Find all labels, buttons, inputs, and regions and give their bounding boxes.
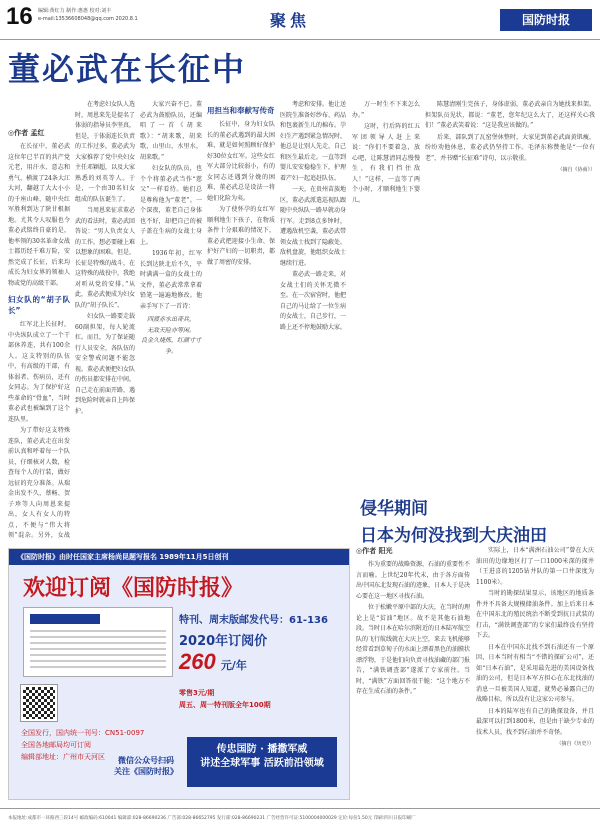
- paragraph: 当时的勘探结果显示，该地区的地质条件并不具备大规模储油条件。加上后来日本在中国东北的殖民统治不断受到抗日武装的打击，“满铁调查部”的专家们最终没有坚持下去。: [476, 590, 594, 639]
- ad-note: [179, 687, 339, 711]
- paragraph: 妇女队的队员，也个个将董必武当作“慈父”一样看待。她们总是尊称他为“董老”。一个深夜，董老自己身体也不好，却把自己的被子盖在生病的女战士身上。: [140, 165, 202, 246]
- newspaper-image: [23, 607, 173, 677]
- poem-line: 四渡赤水出奇兵，: [146, 316, 195, 323]
- side-article-col-2: [476, 546, 594, 804]
- paragraph: 1936年初，红军长到达陕北后不久，平时满满一盒的女战士的文件，董必武常常拿着铅笔一遍遍地修改。他亲手写下了一首诗：: [140, 250, 202, 310]
- side-article-byline: ◎作者 阳光: [356, 547, 393, 555]
- main-article-source: （摘自《协商》）: [557, 167, 595, 173]
- ad-info-item: 全国各地邮局均可订阅: [21, 741, 91, 749]
- paragraph: 红军北上长征时，中央纵队成立了一个干部休养连，共有100余人。这支特别的队伍中，有高级的干部，有体弱者、伤病员，还有女同志。为了保护好这些革命的“骨血”，当时董必武也被编到了这个连队里。: [8, 321, 70, 423]
- paragraph: 当周恩来征求董必武的看法时，董必武回答说：“男人负责女人的工作，想必要碰上难以想象的困难。但是，长征是特殊的战斗，在这特殊的战役中，我绝对听从党的安排。”从此，董必武便成为妇女队的“胡子队长”。: [75, 207, 135, 309]
- poem-line: 良金久烧炼，红颜寸寸争。: [140, 337, 201, 355]
- ad-postal-code: 特刊、周末版邮发代号：61-136: [179, 615, 328, 626]
- main-article-col-1: [8, 128, 70, 540]
- paragraph: 作为重要的战略资源，石油的重要性不言而喻。上世纪20年代末，由于各方面传出中国东北发现石油的迹象，日本人于是决心要在这一地区寻找石油。: [356, 561, 470, 600]
- paragraph: 长征中，身为妇女队长的董必武遇到的最大困难，就是如何照顾好保护好30位女红军。这些女红军大部分比较弱小，有的女同志还遇到分娩的困难，董必武总是设法一将她们化险为夷。: [207, 121, 275, 202]
- poem-line: 无敌天险亦等闲。: [146, 326, 195, 334]
- paragraph: 后来，部队到了瓦窑堡休整时，大家见到董必武面黄肌瘦，纷纷劝他休息，董必武仍坚持工作。毛泽东称赞他是“一位有老”，并书赠“长征难”诗句，以示敬重。: [425, 133, 595, 162]
- ad-issue-note: 周五、周一特刊版全年100期: [179, 701, 271, 709]
- main-article-title: 董必武在长征中: [8, 50, 247, 88]
- side-article-title-line2: 日本为何没找到大庆油田: [360, 526, 547, 546]
- main-article-col-2: [75, 100, 135, 540]
- paragraph: 陈慧清刚生完孩子，身体虚弱，董必武亲自为她找来担架。担架队员见状，都说：“董老，您年纪这么大了，还这样关心我们！”董必武笑着说：“这是我应该做的。”: [425, 101, 595, 129]
- ad-follow-label: 关注《国防时报》: [114, 767, 178, 776]
- main-article-title-box: [8, 44, 308, 96]
- section-title: 聚焦: [270, 11, 311, 30]
- main-article-col-5: [280, 100, 346, 540]
- ad-price-box: [179, 611, 339, 683]
- paragraph: 妇女队一路要走载60副担架，每人轮流扛。而且，为了保证随行人员安全，各队伍的安全警戒问题不能忽视。董必武便把妇女队的伤员都安排在中间，自己走在前面开路，遇到危险时就亲自上阵保护。: [75, 313, 135, 415]
- paragraph: 在考虑妇女队人选时，周恩来先是提名了体弱的指导员李坚真，但是，于体弱连长负责的工作过多，董必武为大家推荐了党中央妇女主任邓颖超，以及大家熟悉的刘英等人。于是，一个由30名妇女组成的队伍诞生了。: [75, 101, 135, 203]
- ad-year-label: 2020年订阅价: [179, 634, 268, 649]
- header-meta-editors: 编辑:黄红力 制作:惠惠 校对:刘丰: [38, 8, 112, 14]
- main-article-col-6: [352, 100, 420, 488]
- ad-info-item: 编辑部地址：广州市天河区: [21, 753, 105, 761]
- main-article-col-3: [140, 100, 202, 540]
- ad-qr-label: 微信公众号扫码: [118, 756, 174, 765]
- paragraph: 这时，行后阵的红五军团领导人赶上来说：“你们不要着急，放心吧，让陈慧清同志慢慢生，有我们挡住敌人！”这样，一直等了两个小时，才顺利地生下婴儿。: [352, 123, 420, 204]
- main-article-col-4: [207, 100, 275, 540]
- page-header: [0, 0, 600, 40]
- ad-slogan: [187, 737, 337, 787]
- side-article-col-1: [356, 546, 470, 804]
- paragraph: 考虑和安排。他让送医院生准备好纱布、药品和包裹新生儿的棉布。孕妇生产遇到紧急情况时，他总是让别人先走，自己和医生最后走。一直等到婴儿安安稳稳生下，护理着产妇一起追赶队伍。: [280, 101, 346, 182]
- masthead-logo: 国防时报: [500, 9, 592, 31]
- paragraph: 一天，在贵州苗族地区，董必武派遣巡视队跟随中央纵队一路早就动身行军。走到8点多钟时，遭遇敌机空袭，董必武带领女战士找到了隐蔽处。敌机盘旋，他组织女战士继续行进。: [280, 186, 346, 267]
- paragraph: 万一时生不下来怎么办。”: [352, 101, 420, 119]
- page-footer: 本报地址:成都市一环路西三段14号 邮政编码:610041 编辑部:028-86690236 广告部:028-86652795 发行部:028-86690231 广告经营许可证:5100004000029 定价:每份1.50元 印刷:四川日报印刷厂: [0, 808, 600, 826]
- subscription-ad: [8, 548, 350, 800]
- ad-title: 欢迎订阅《国防时报》: [23, 576, 244, 601]
- paragraph: 为了使怀孕的女红军顺利地生下孩子，在物质条件十分艰难的情况下，董必武把迎接小生命、保护好产妇的一切职责，都做了周密的安排。: [207, 206, 275, 266]
- ad-slogan-line1: 传忠国防 · 播撒军威: [216, 744, 308, 755]
- paragraph: 大家兴奋不已。董必武为鼓励队员，还编唱了一首《胡来歌》：“胡来歌，胡来歌，山里山，水里水，胡来歌。”: [140, 101, 202, 161]
- paragraph: 为了带好这支特殊连队，董必武走在出发前认真和呼着每一个队员，仔细核对人数，检查每个人的行装，做好远征的充分准备。从瑞金出发不久，蔡畅、贺子珍等人向周恩来提出，女人有女人的特点，不便与“伟大将领”混杂。另外，女战: [8, 427, 70, 539]
- paragraph: 日本在中国东北找不到石油还有一个原因，日本当时有相当“不错的探矿公司”，还如“日本石油”，是采用最先进的美国设备找油的公司，但是日本军方担心在东北找油的消息一旦被美国人知道，就势必暴露自己的战略目标，所以没有让这家公司参与。: [476, 643, 594, 703]
- page-number: 16: [6, 3, 33, 30]
- side-article-title-line1: 侵华期间: [360, 499, 428, 519]
- ad-slogan-line2: 讲述全球军事 活跃前沿领域: [200, 758, 324, 769]
- main-article-byline: ◎作者 孟红: [8, 129, 45, 137]
- ad-banner: 《国防时报》由时任国家主席杨尚昆题写报名 1989年11月5日创刊: [9, 549, 349, 565]
- paragraph: 在长征中，董必武这位年已半百的共产党元老，用汗水、意志和勇气，横渡了24条大江大河，翻越了大大小小的千座山峰，随中央红军胜利到达了陕甘根据地。尤其令人叹服也令董必武铭终自豪的是，他率领的30名革命女战士都历经千难万险，安然完成了长征，后来均成长为妇女界的领袖人物或党的高级干部。: [8, 143, 70, 287]
- ad-retail-price: 零售3元/期: [179, 689, 215, 697]
- ad-price: 260: [179, 649, 216, 674]
- subhead-beard-captain: 妇女队的“胡子队长”: [8, 295, 70, 315]
- main-article-col-7: [425, 100, 595, 488]
- subhead-commitment: 用担当和奉献写传奇: [207, 106, 275, 115]
- qr-code-icon: [21, 685, 57, 721]
- paragraph: 位于松嫩平原中部的大庆，在当时的理论上是“贫油”地区。故不是其他石油地段。当时日本在哈尔滨附近的日本陆军航空队的飞行航线就在大庆上空，来去飞机能够经常看到草甸子的水面上漂着黑色的油膜状漂浮物，于是他们向负责寻找油藏的部门报告，“满铁调查部”遂派了专家前往。当时，“满铁”方面回答很干脆：“这个地方不存在生成石油的条件。”: [356, 604, 470, 695]
- header-meta-contact: e-mail:13536608048@qq.com 2020.8.1: [38, 16, 138, 22]
- header-meta: [38, 7, 138, 23]
- paragraph: 实际上，日本“满洲石油公司”曾在大庆油田的边缘地区打了一口1000米深的探井（王进喜的1205钻井队的第一口井深度为1100米）。: [476, 547, 594, 586]
- ad-info-item: 全国发行，国内统一刊号：CN51-0097: [21, 729, 145, 737]
- ad-follow: [114, 755, 178, 777]
- paragraph: 董必武一路走来，对女战士们的关怀无微不至。在一次宿营时，他把自己的马让给了一位生病的女战士，自己步行，一路上还不停地鼓励大家。: [280, 271, 346, 331]
- side-article-title: [360, 494, 600, 546]
- side-article-source: （摘自《历史》）: [556, 741, 594, 747]
- poem: [140, 315, 202, 357]
- ad-price-unit: 元/年: [220, 659, 247, 672]
- paragraph: 日本的陆军也有自己的勘探设备，并且最深可以打到1800米，但是由于缺少专业的技术人员，找不到石油并不奇怪。: [476, 707, 594, 736]
